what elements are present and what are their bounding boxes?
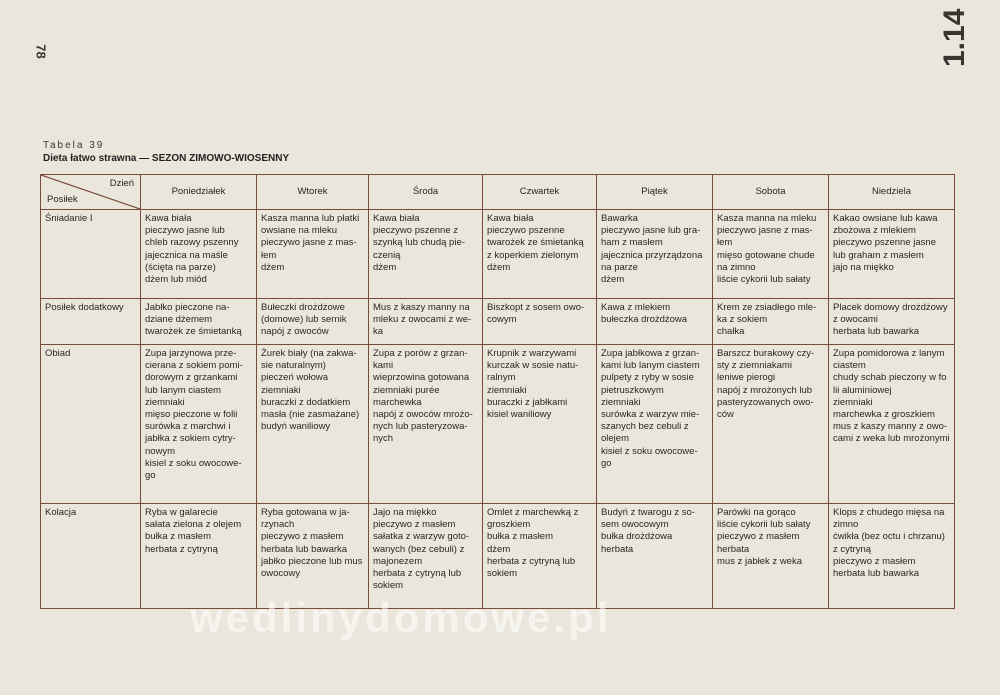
page-number: 78 [33,44,49,59]
menu-line: Kawa biała [373,213,420,224]
menu-line: ka z sokiem [717,314,768,326]
meal-label: Kolacja [41,504,141,609]
menu-line: twarożek ze śmietanką [145,326,242,338]
header-row [41,175,955,210]
menu-cell [829,345,955,504]
menu-line: herbata lub bawarka [833,326,920,338]
menu-line: jabłko pieczone lub mus [261,555,363,567]
menu-cell [369,504,483,609]
menu-cell [713,504,829,609]
menu-cell [257,210,369,299]
menu-line: pieczywo pszenne [487,225,565,237]
menu-line: herbata [717,543,750,555]
menu-line: ziemniaki [145,396,185,408]
menu-line: mus z jabłek z weka [717,555,803,567]
menu-line: ciastem [833,360,866,372]
menu-line: Klops z chudego mięsa na [833,507,945,518]
menu-cell [483,299,597,345]
menu-line: Kawa z mlekiem [601,302,671,313]
menu-cell [597,504,713,609]
menu-line: chałka [717,326,745,338]
menu-line: Placek domowy drożdżowy [833,302,948,313]
menu-line: herbata [601,543,634,555]
menu-cell [141,345,257,504]
menu-line: Krem ze zsiadłego mle- [717,302,817,313]
table-body [41,210,955,609]
menu-cell [829,299,955,345]
menu-line: liście cykorii lub sałaty [717,274,811,286]
menu-line: kami [373,360,394,372]
menu-line: sałatka z warzyw goto- [373,531,470,543]
menu-line: Kasza manna lub płatki [261,213,360,224]
menu-line: Biszkopt z sosem owo- [487,302,585,313]
menu-line: surówka z warzyw mie- [601,409,700,421]
menu-line: liście cykorii lub sałaty [717,519,811,531]
menu-line: łem [261,249,277,261]
menu-line: (ścięta na parze) [145,261,216,273]
menu-line: pieczywo jasne z mas- [717,225,813,237]
menu-line: wanych (bez cebuli) z [373,543,465,555]
day-header: Poniedziałek [141,175,257,210]
menu-line: dżem [601,274,625,286]
meal-label: Śniadanie I [41,210,141,299]
menu-line: go [145,470,156,482]
menu-line: Omlet z marchewką z [487,507,579,518]
corner-day-label: Dzień [109,178,134,189]
menu-line: na parze [601,261,638,273]
menu-line: herbata z cytryną [145,543,218,555]
menu-line: groszkiem [487,519,531,531]
menu-cell [257,299,369,345]
menu-line: (domowe) lub sernik [261,314,347,326]
menu-cell [369,345,483,504]
menu-line: dżem lub miód [145,274,207,286]
menu-line: zimno [833,519,859,531]
menu-line: Kawa biała [145,213,192,224]
menu-line: herbata lub bawarka [833,568,920,580]
menu-line: ham z masłem [601,237,663,249]
menu-line: dziane dżemem [145,314,213,326]
menu-cell [597,299,713,345]
day-header: Środa [369,175,483,210]
menu-line: jabłka z sokiem cytry- [145,433,236,445]
menu-line: Kakao owsiane lub kawa [833,213,938,224]
menu-line: pieczywo pszenne z [373,225,459,237]
menu-line: twarożek ze śmietanką [487,237,584,249]
menu-cell [369,299,483,345]
menu-line: herbata lub bawarka [261,543,348,555]
menu-cell [369,210,483,299]
menu-line: buraczki z dodatkiem [261,396,351,408]
menu-line: Ryba w galarecie [145,507,218,518]
day-header: Sobota [713,175,829,210]
menu-line: buraczki z jabłkami [487,396,568,408]
menu-line: napój z mrożonych lub [717,384,813,396]
menu-line: pasteryzowanych owo- [717,396,814,408]
menu-line: kisiel z soku owocowe- [145,457,242,469]
table-title: Dieta łatwo strawna — SEZON ZIMOWO-WIOSENNY [43,153,290,164]
corner-cell [41,175,141,210]
menu-line: marchewka [373,396,422,408]
menu-line: pieczywo pszenne jasne [833,237,936,249]
menu-line: Parówki na gorąco [717,507,796,518]
menu-line: dorowym z grzankami [145,372,238,384]
menu-line: szynką lub chudą pie- [373,237,465,249]
menu-line: jajecznica przyrządzona [601,249,703,261]
menu-line: pieczywo z masłem [717,531,800,543]
menu-line: jajecznica na maśle [145,249,228,261]
menu-line: cowym [487,314,517,326]
menu-line: Zupa jarzynowa prze- [145,348,237,359]
menu-line: pieczywo z masłem [373,519,456,531]
menu-cell [713,299,829,345]
meal-row [41,345,955,504]
menu-line: z koperkiem zielonym [487,249,579,261]
menu-line: mus z kaszy manny z owo- [833,421,948,433]
menu-line: Jabłko pieczone na- [145,302,230,313]
menu-line: ziemniaki [487,384,527,396]
menu-line: pieczywo z masłem [261,531,344,543]
menu-cell [141,504,257,609]
menu-line: dżem [487,543,511,555]
menu-line: Jajo na miękko [373,507,437,518]
menu-line: napój z owoców [261,326,329,338]
menu-line: marchewka z groszkiem [833,409,935,421]
menu-cell [597,210,713,299]
menu-line: pieczeń wołowa [261,372,329,384]
menu-line: nowym [145,445,176,457]
menu-line: chudy schab pieczony w fo [833,372,947,384]
menu-line: cami z weka lub mrożonymi [833,433,950,445]
menu-line: leniwe pierogi [717,372,776,384]
menu-line: cierana z sokiem pomi- [145,360,243,372]
menu-line: pulpety z ryby w sosie [601,372,694,384]
menu-cell [713,345,829,504]
table-caption: Tabela 39 [43,140,105,151]
menu-line: herbata z cytryną lub [373,568,462,580]
menu-line: z owocami [833,314,878,326]
menu-line: pieczywo jasne lub [145,225,225,237]
meal-label: Obiad [41,345,141,504]
menu-line: nych [373,433,394,445]
menu-line: nych lub pasteryzowa- [373,421,468,433]
menu-line: mleku z owocami z we- [373,314,472,326]
menu-line: Zupa jabłkowa z grzan- [601,348,700,359]
menu-line: Kawa biała [487,213,534,224]
menu-line: kurczak w sosie natu- [487,360,579,372]
menu-line: ców [717,409,734,421]
menu-line: go [601,457,612,469]
menu-line: pietruszkowym [601,384,664,396]
menu-line: rzynach [261,519,295,531]
menu-line: dżem [261,261,285,273]
menu-line: budyń waniliowy [261,421,331,433]
menu-line: zbożowa z mlekiem [833,225,916,237]
menu-line: Bułeczki drożdżowe [261,302,345,313]
diet-table [40,174,955,609]
menu-line: owsiane na mleku [261,225,338,237]
menu-line: Zupa z porów z grzan- [373,348,468,359]
menu-line: pieczywo z masłem [833,555,916,567]
menu-line: olejem [601,433,629,445]
menu-line: Barszcz burakowy czy- [717,348,815,359]
menu-line: herbata z cytryną lub [487,555,576,567]
menu-line: ziemniaki [261,384,301,396]
menu-line: pieczywo jasne lub gra- [601,225,701,237]
menu-line: sokiem [373,580,404,592]
menu-line: sem owocowym [601,519,669,531]
menu-line: chleb razowy pszenny [145,237,239,249]
menu-line: bułka z masłem [145,531,211,543]
menu-cell [829,504,955,609]
menu-line: mięso gotowane chude [717,249,815,261]
menu-line: lub graham z masłem [833,249,924,261]
meal-row [41,210,955,299]
menu-line: Bawarka [601,213,638,224]
section-number: 1.14 [938,8,971,68]
menu-line: masła (nie zasmażane) [261,409,360,421]
menu-line: ka [373,326,384,338]
menu-line: jajo na miękko [833,261,894,273]
menu-line: bułeczka drożdżowa [601,314,688,326]
menu-line: kami lub lanym ciastem [601,360,700,372]
menu-cell [257,345,369,504]
menu-line: surówka z marchwi i [145,421,231,433]
menu-line: Ryba gotowana w ja- [261,507,350,518]
menu-line: ziemniaki [601,396,641,408]
menu-line: majonezem [373,555,423,567]
menu-line: łem [717,237,733,249]
day-header: Wtorek [257,175,369,210]
menu-line: Mus z kaszy manny na [373,302,470,313]
menu-line: kisiel waniliowy [487,409,552,421]
menu-line: Zupa pomidorowa z lanym [833,348,945,359]
menu-line: kisiel z soku owocowe- [601,445,698,457]
menu-cell [483,210,597,299]
menu-line: ralnym [487,372,516,384]
menu-line: owocowy [261,568,301,580]
menu-line: z cytryną [833,543,872,555]
menu-line: Krupnik z warzywami [487,348,577,359]
menu-line: mięso pieczone w folii [145,409,238,421]
menu-line: sokiem [487,568,518,580]
menu-line: bułka z masłem [487,531,553,543]
menu-line: bułka drożdżowa [601,531,673,543]
menu-line: wieprzowina gotowana [373,372,470,384]
menu-line: na zimno [717,261,756,273]
menu-line: Żurek biały (na zakwa- [261,348,357,359]
menu-line: Kasza manna na mleku [717,213,817,224]
menu-line: napój z owoców mrożo- [373,409,473,421]
meal-row [41,299,955,345]
menu-line: sty z ziemniakami [717,360,792,372]
watermark: wedlinydomowe.pl [190,594,612,641]
menu-line: lii aluminiowej [833,384,892,396]
menu-line: ziemniaki [833,396,873,408]
menu-cell [483,504,597,609]
menu-line: sałata zielona z olejem [145,519,242,531]
menu-cell [141,210,257,299]
menu-line: pieczywo jasne z mas- [261,237,357,249]
menu-line: czenią [373,249,401,261]
meal-label: Posiłek dodatkowy [41,299,141,345]
menu-cell [829,210,955,299]
menu-line: sie naturalnym) [261,360,326,372]
menu-line: Budyń z twarogu z so- [601,507,695,518]
menu-line: szanych bez cebuli z [601,421,689,433]
menu-cell [597,345,713,504]
menu-line: lub lanym ciastem [145,384,222,396]
meal-row [41,504,955,609]
menu-line: dżem [373,261,397,273]
day-header: Niedziela [829,175,955,210]
corner-meal-label: Posiłek [47,193,78,205]
menu-cell [141,299,257,345]
menu-cell [483,345,597,504]
menu-line: dżem [487,261,511,273]
day-header: Piątek [597,175,713,210]
menu-cell [257,504,369,609]
day-header: Czwartek [483,175,597,210]
menu-line: ziemniaki purée [373,384,440,396]
menu-cell [713,210,829,299]
menu-line: ćwikła (bez octu i chrzanu) [833,531,945,543]
